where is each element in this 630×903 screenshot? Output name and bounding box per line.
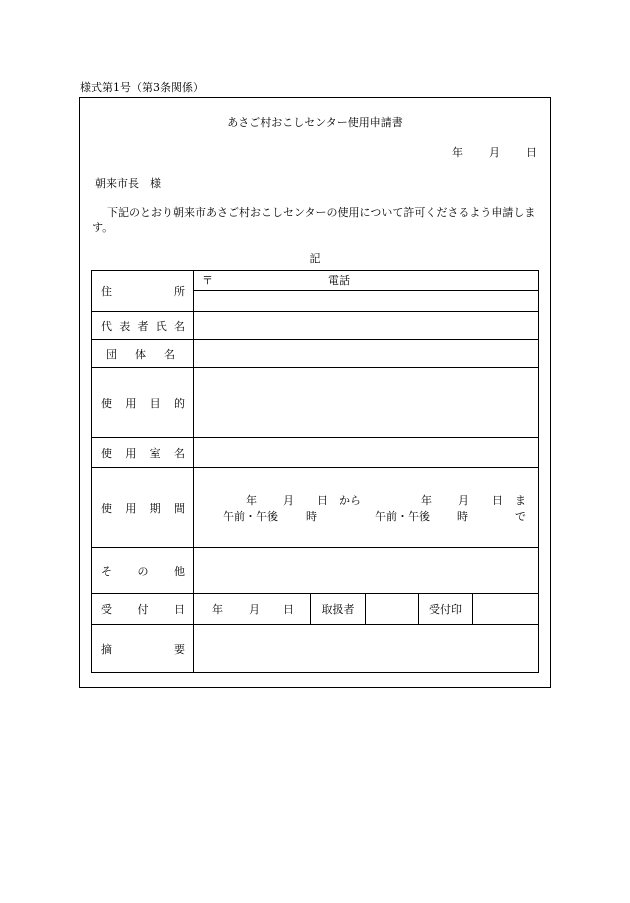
address-line[interactable] (194, 271, 538, 291)
handler-label: 取扱者 (311, 594, 366, 624)
body-text (92, 205, 539, 235)
handler-field[interactable] (366, 594, 419, 624)
other-label: その他 (92, 548, 194, 594)
period-from: から (339, 493, 361, 507)
representative-label: 代表者氏名 (92, 312, 194, 340)
period-day1: 日 (317, 493, 328, 507)
purpose-label: 使用目的 (92, 368, 194, 438)
reception-month: 月 (249, 603, 260, 616)
stamp-field[interactable] (473, 594, 538, 624)
period-label: 使用期間 (92, 468, 194, 548)
period-month2: 月 (458, 493, 469, 507)
address-line-2[interactable] (194, 291, 538, 311)
stamp-label: 受付印 (419, 594, 473, 624)
room-label: 使用室名 (92, 438, 194, 468)
row-address (92, 271, 539, 312)
reception-date-field[interactable] (194, 594, 311, 624)
reception-day: 日 (283, 603, 294, 616)
period-hour2: 時 (457, 509, 468, 523)
row-group (92, 340, 539, 368)
period-year1: 年 (246, 493, 257, 507)
address-cell[interactable] (194, 271, 539, 312)
summary-field[interactable] (194, 625, 539, 673)
body-text-content: 下記のとおり朝来市あさご村おこしセンターの使用について許可くださるよう申請します。 (92, 206, 536, 234)
date-year-label: 年 (452, 146, 463, 159)
period-day2: 日 (492, 493, 503, 507)
row-purpose (92, 368, 539, 438)
date-day-label: 日 (526, 146, 537, 159)
reception-cell (194, 594, 539, 625)
form-caption: 様式第1号（第3条関係） (80, 81, 204, 94)
reception-label: 受付日 (92, 594, 194, 625)
row-reception (92, 594, 539, 625)
representative-field[interactable] (194, 312, 539, 340)
period-ampm2: 午前・午後 (375, 509, 430, 523)
addressee: 朝来市長 様 (95, 177, 161, 190)
phone-label: 電話 (328, 274, 350, 287)
postal-mark: 〒 (202, 274, 213, 287)
form-title: あさご村おこしセンター使用申請書 (227, 116, 403, 129)
row-room (92, 438, 539, 468)
row-representative (92, 312, 539, 340)
group-field[interactable] (194, 340, 539, 368)
application-table (91, 270, 539, 673)
summary-label: 摘要 (92, 625, 194, 673)
date-month-label: 月 (489, 146, 500, 159)
period-until: まで (515, 493, 526, 523)
period-year2: 年 (421, 493, 432, 507)
period-month1: 月 (283, 493, 294, 507)
row-summary (92, 625, 539, 673)
row-other (92, 548, 539, 594)
period-field[interactable] (194, 468, 539, 548)
room-field[interactable] (194, 438, 539, 468)
period-time-line (200, 508, 532, 524)
row-period (92, 468, 539, 548)
other-field[interactable] (194, 548, 539, 594)
period-hour1: 時 (306, 509, 317, 523)
address-label: 住所 (92, 271, 194, 312)
purpose-field[interactable] (194, 368, 539, 438)
reception-year: 年 (212, 603, 223, 616)
group-label: 団体名 (92, 340, 194, 368)
date-line (452, 144, 537, 160)
period-ampm1: 午前・午後 (223, 509, 278, 523)
ki-label: 記 (309, 252, 321, 265)
